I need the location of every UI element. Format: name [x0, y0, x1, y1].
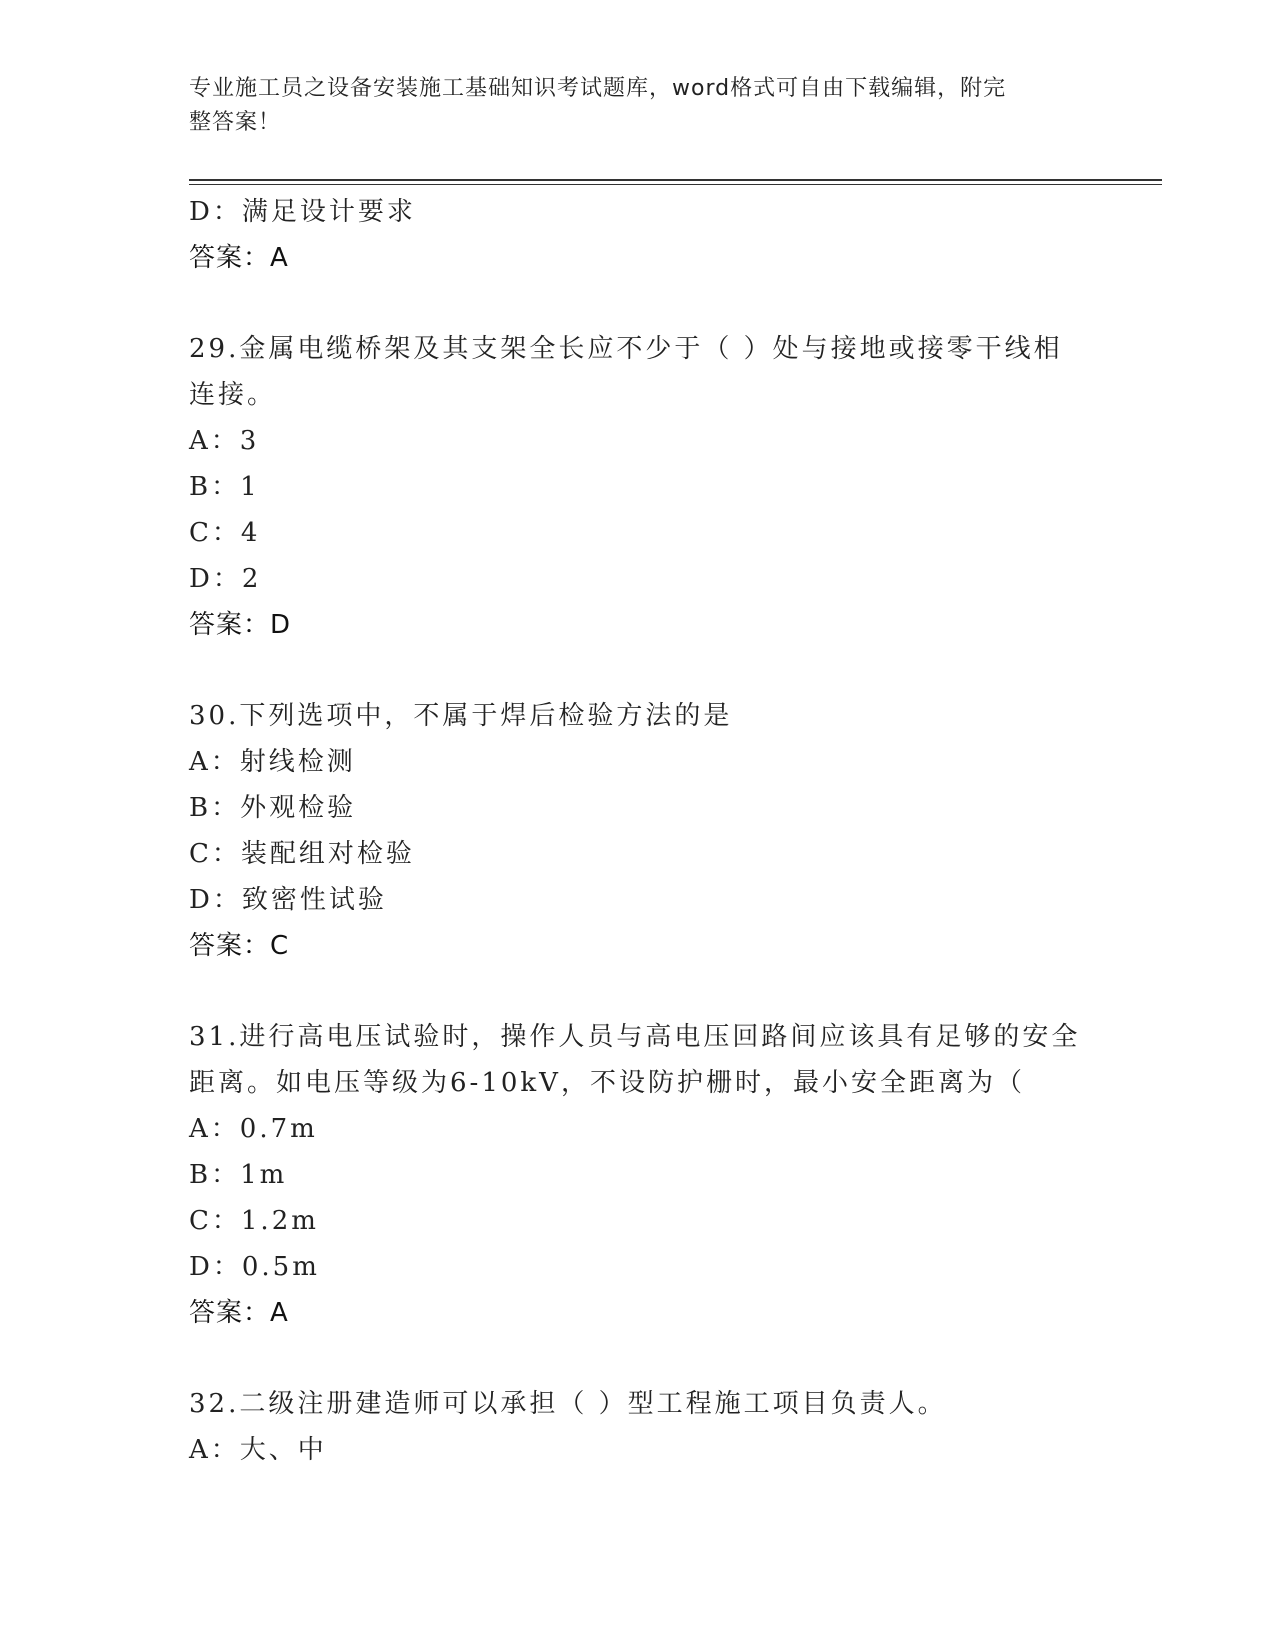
question-content: [189, 189, 1089, 1473]
question-32: [189, 1381, 1089, 1473]
answer: 答案：D: [189, 610, 292, 640]
option-a: A：3: [189, 426, 260, 456]
document-header: [189, 72, 1089, 140]
prev-option-d: D：满足设计要求: [189, 197, 416, 227]
option-b: B：外观检验: [189, 793, 357, 823]
option-a: A：大、中: [189, 1435, 327, 1465]
question-text-line-2: 距离。如电压等级为6-10kV，不设防护栅时，最小安全距离为（: [189, 1068, 1025, 1098]
question-30: [189, 693, 1089, 969]
header-divider-thin: [189, 184, 1162, 185]
option-d: D：2: [189, 564, 262, 594]
question-text-line-1: 29.金属电缆桥架及其支架全长应不少于（ ）处与接地或接零干线相: [189, 334, 1063, 364]
option-a: A：0.7m: [189, 1114, 318, 1144]
option-a: A：射线检测: [189, 747, 356, 777]
question-31: [189, 1014, 1089, 1336]
question-text-line-1: 30.下列选项中，不属于焊后检验方法的是: [189, 701, 733, 731]
prev-answer: 答案：A: [189, 243, 289, 273]
option-b: B：1m: [189, 1160, 288, 1190]
option-c: C：1.2m: [189, 1206, 319, 1236]
answer: 答案：A: [189, 1298, 289, 1328]
question-text-line-1: 31.进行高电压试验时，操作人员与高电压回路间应该具有足够的安全: [189, 1022, 1081, 1052]
question-text-line-1: 32.二级注册建造师可以承担（ ）型工程施工项目负责人。: [189, 1389, 947, 1419]
question-29: [189, 326, 1089, 648]
question-text-line-2: 连接。: [189, 380, 277, 410]
option-c: C：装配组对检验: [189, 839, 415, 869]
answer: 答案：C: [189, 931, 290, 961]
option-d: D：致密性试验: [189, 885, 387, 915]
header-line-1: 专业施工员之设备安装施工基础知识考试题库，word格式可自由下载编辑，附完: [189, 76, 1007, 101]
option-c: C：4: [189, 518, 261, 548]
header-divider-thick: [189, 179, 1162, 181]
option-d: D：0.5m: [189, 1252, 320, 1282]
option-b: B：1: [189, 472, 260, 502]
header-line-2: 整答案！: [189, 110, 282, 135]
